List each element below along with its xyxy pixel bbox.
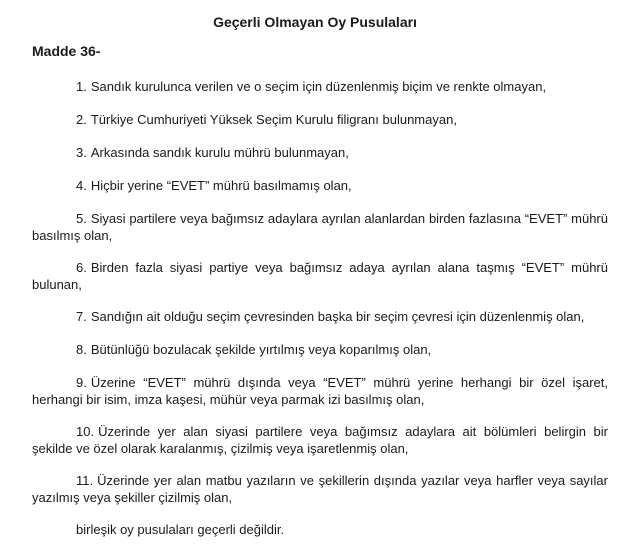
invalid-ballot-list (32, 78, 608, 538)
item-number: 10. (76, 424, 95, 439)
item-text: Üzerine “EVET” mührü dışında veya “EVET” mührü yerine herhangi bir özel işaret, herhangi bir isim, imza kaşesi, mühür veya parmak izi basılmış olan, (32, 375, 608, 407)
item-text: Üzerinde yer alan matbu yazıların ve şekillerin dışında yazılar veya harfler veya sayılar yazılmış veya şekiller çizilmiş olan, (32, 473, 608, 505)
item-number: 3. (76, 145, 87, 160)
list-item (32, 177, 608, 194)
item-number: 9. (76, 375, 87, 390)
list-item (32, 472, 608, 506)
item-number: 11. (76, 473, 94, 488)
list-item (32, 423, 608, 457)
item-number: 5. (76, 211, 87, 226)
item-text: Üzerinde yer alan siyasi partilere veya bağımsız adaylara ait bölümleri belirgin bir şekilde ve özel olarak karalanmış, çizilmiş veya işaretlenmiş olan, (32, 424, 608, 456)
item-number: 4. (76, 178, 87, 193)
article-heading: Madde 36- (32, 43, 101, 59)
item-number: 1. (76, 79, 87, 94)
item-text: Türkiye Cumhuriyeti Yüksek Seçim Kurulu filigranı bulunmayan, (90, 112, 457, 127)
item-text: Sandık kurulunca verilen ve o seçim için düzenlenmiş biçim ve renkte olmayan, (90, 79, 547, 94)
item-number: 6. (76, 260, 87, 275)
list-item (32, 341, 608, 358)
list-item (32, 210, 608, 244)
item-number: 2. (76, 112, 87, 127)
list-item (32, 308, 608, 325)
item-text: Siyasi partilere veya bağımsız adaylara ayrılan alanlardan birden fazlasına “EVET” mührü basılmış olan, (32, 211, 608, 243)
item-number: 7. (76, 309, 87, 324)
item-text: Arkasında sandık kurulu mührü bulunmayan, (90, 145, 349, 160)
document-title: Geçerli Olmayan Oy Pusulaları (213, 14, 417, 30)
item-text: Bütünlüğü bozulacak şekilde yırtılmış veya koparılmış olan, (90, 342, 432, 357)
list-item (32, 144, 608, 161)
item-number: 8. (76, 342, 87, 357)
item-text: Hiçbir yerine “EVET” mührü basılmamış olan, (90, 178, 352, 193)
list-item (32, 259, 608, 293)
list-item (32, 78, 608, 95)
list-item (32, 374, 608, 408)
list-item (32, 111, 608, 128)
item-text: Sandığın ait olduğu seçim çevresinden başka bir seçim çevresi için düzenlenmiş olan, (90, 309, 585, 324)
conclusion-text: birleşik oy pusulaları geçerli değildir. (76, 522, 285, 537)
item-text: Birden fazla siyasi partiye veya bağımsız adaya ayrılan alana taşmış “EVET” mührü bulunan, (32, 260, 608, 292)
